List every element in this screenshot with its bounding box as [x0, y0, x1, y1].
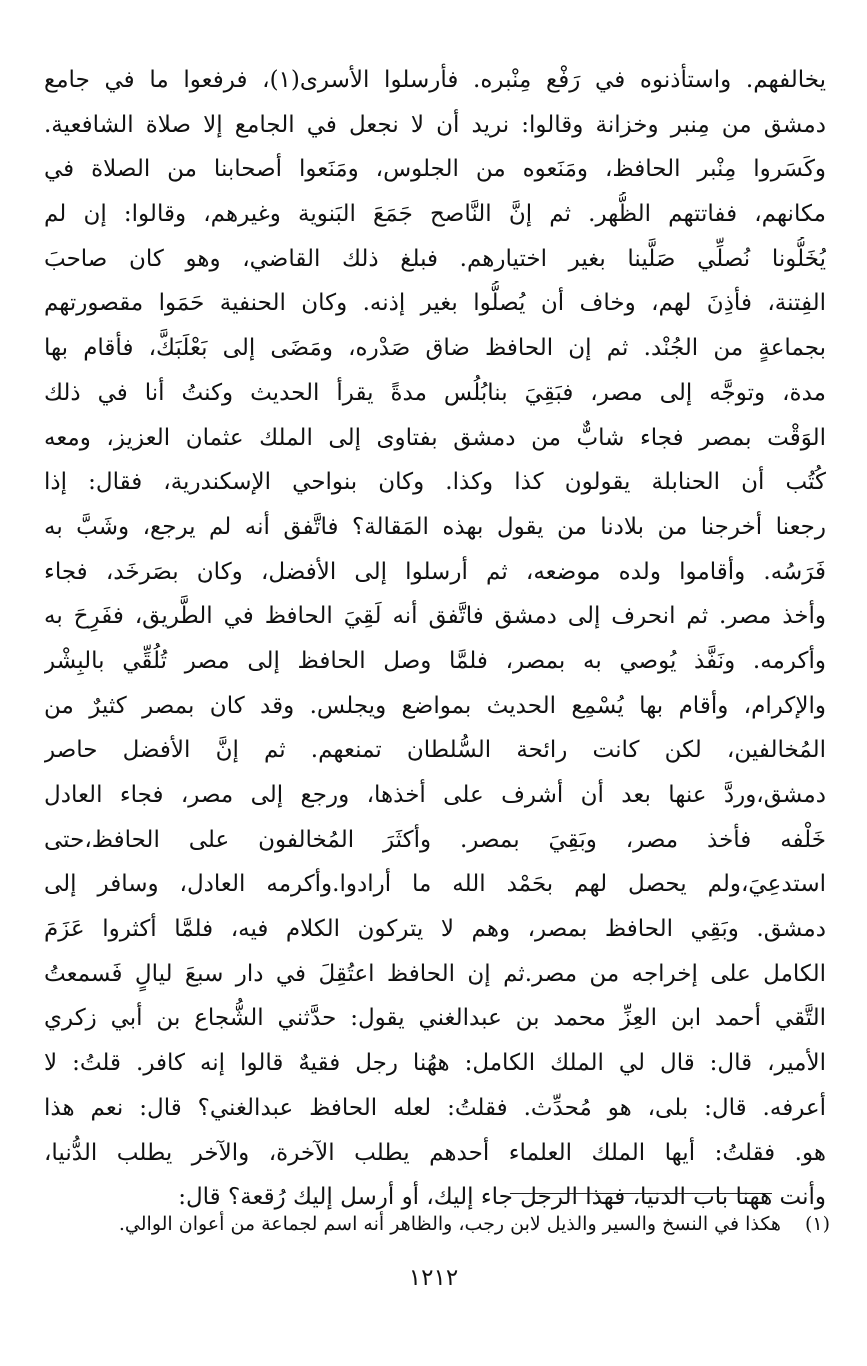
text-line: مكانهم، ففاتتهم الظُّهر. ثم إنَّ النَّاصح جَمَعَ البَنوية وغيرهم، وقالوا: إن لم	[44, 201, 826, 228]
text-line: الكامل على إخراجه من مصر.ثم إن الحافظ اعتُقِلَ في دار سبعَ ليالٍ فَسمعتُ	[44, 960, 826, 987]
text-line: مدة، وتوجَّه إلى مصر، فبَقِيَ بنابُلُس مدةً يقرأ الحديث وكنتُ أنا في ذلك	[44, 379, 826, 406]
main-text-body	[44, 58, 826, 1220]
text-line: فَرَسُه. وأقاموا ولده موضعه، ثم أرسلوا إلى الأفضل، وكان بصَرخَد، فجاء	[44, 558, 826, 585]
footnote	[40, 1210, 830, 1238]
text-line: وكَسَروا مِنْبر الحافظ، ومَنَعوه من الجلوس، ومَنَعوا أصحابنا من الصلاة في	[44, 156, 826, 183]
text-line: والإكرام، وأقام بها يُسْمِع الحديث بمواضع ويجلس. وقد كان بمصر كثيرٌ من	[44, 692, 826, 719]
text-line: دمشق من مِنبر وخزانة وقالوا: نريد أن لا نجعل في الجامع إلا صلاة الشافعية.	[44, 111, 826, 138]
text-line: يُخَلُّونا نُصلِّي صَلَّينا بغير اختيارهم. فبلغ ذلك القاضي، وهو كان صاحبَ	[44, 245, 826, 272]
text-line: دمشق. وبَقِي الحافظ بمصر، وهم لا يتركون الكلام فيه، فلمَّا أكثروا عَزَمَ	[44, 916, 826, 943]
text-line: خَلْفه فأخذ مصر، وبَقِيَ بمصر. وأكثَرَ المُخالفون على الحافظ،حتى	[44, 826, 826, 853]
text-line: هو. فقلتُ: أيها الملك العلماء أحدهم يطلب الآخرة، والآخر يطلب الدُّنيا،	[44, 1139, 826, 1166]
text-line: رجعنا أخرجنا من بلادنا من يقول بهذه المَقالة؟ فاتَّفق أنه لم يرجع، وشَبَّ به	[44, 513, 826, 540]
text-line: الفِتنة، فأذِنَ لهم، وخاف أن يُصلُّوا بغير إذنه. وكان الحنفية حَمَوا مقصورتهم	[44, 290, 826, 317]
text-line: دمشق،وردَّ عنها بعد أن أشرف على أخذها، ورجع إلى مصر، فجاء العادل	[44, 782, 826, 808]
text-line: التَّقي أحمد ابن العِزِّ محمد بن عبدالغني يقول: حدَّثني الشُّجاع بن أبي زكري	[44, 1005, 826, 1032]
text-line: وأخذ مصر. ثم انحرف إلى دمشق فاتَّفق أنه لَقِيَ الحافظ في الطَّريق، ففَرِحَ به	[44, 603, 826, 630]
text-line: الوَقْت بمصر فجاء شابٌّ من دمشق بفتاوى إلى الملك عثمان العزيز، ومعه	[44, 424, 826, 451]
text-line: يخالفهم. واستأذنوه في رَفْع مِنْبره. فأرسلوا الأسرى(١)، فرفعوا ما في جامع	[44, 67, 826, 93]
footnote-divider	[510, 1193, 772, 1194]
footnote-marker: (١)	[804, 1213, 830, 1235]
text-line: وأكرمه. ونَفَّذ يُوصي به بمصر، فلمَّا وصل الحافظ إلى مصر تُلُقِّي بالبِشْر	[44, 647, 826, 674]
footnote-text: هكذا في النسخ والسير والذيل لابن رجب، والظاهر أنه اسم لجماعة من أعوان الوالي.	[118, 1213, 781, 1235]
text-line: الأمير، قال: قال لي الملك الكامل: ههُنا رجل فقيهٌ قالوا إنه كافر. قلتُ: لا	[44, 1050, 826, 1077]
text-line: المُخالفين، لكن كانت رائحة السُّلطان تمنعهم. ثم إنَّ الأفضل حاصر	[44, 737, 826, 764]
page-number: ١٢١٢	[408, 1265, 459, 1291]
text-line: أعرفه. قال: بلى، هو مُحدِّث. فقلتُ: لعله الحافظ عبدالغني؟ قال: نعم هذا	[44, 1094, 826, 1121]
text-line: بجماعةٍ من الجُنْد. ثم إن الحافظ ضاق صَدْره، ومَضَى إلى بَعْلَبَكَّ، فأقام بها	[44, 335, 826, 362]
text-line: استدعِيَ،ولم يحصل لهم بحَمْد الله ما أرادوا.وأكرمه العادل، وسافر إلى	[44, 871, 826, 898]
text-line: وأنت ههنا باب الدنيا، فهذا الرجل جاء إليك، أو أرسل إليك رُقعة؟ قال:	[178, 1184, 826, 1211]
text-line: كُتُب أن الحنابلة يقولون كذا وكذا. وكان بنواحي الإسكندرية، فقال: إذا	[44, 469, 826, 496]
